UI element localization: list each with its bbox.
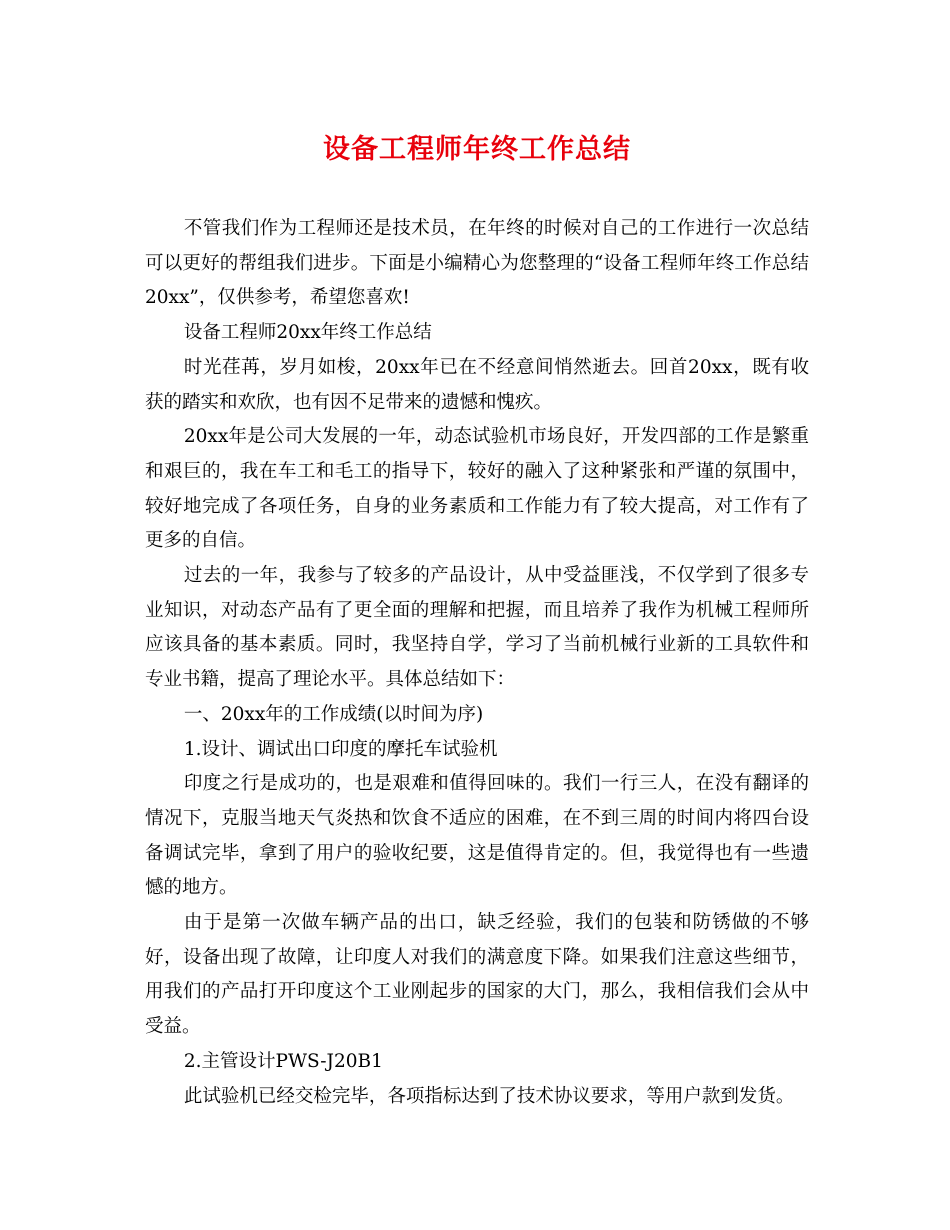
paragraph-pws-status: 此试验机已经交检完毕，各项指标达到了技术协议要求，等用户款到发货。 xyxy=(183,1085,795,1107)
paragraph-india-trip: 印度之行是成功的，也是艰难和值得回味的。我们一行三人，在没有翻译的情况下，克服当地天气炎热和饮食不适应的困难，在不到三周的时间内将四台设备调试完毕，拿到了用户的验收纪要，这是值得肯定的。但，我觉得也有一些遗憾的地方。 xyxy=(145,773,809,899)
section-heading-achievements: 一、20xx年的工作成绩(以时间为序) xyxy=(183,703,484,725)
paragraph-intro: 不管我们作为工程师还是技术员，在年终的时候对自己的工作进行一次总结可以更好的帮组我们进步。下面是小编精心为您整理的“设备工程师年终工作总结20xx”，仅供参考，希望您喜欢! xyxy=(145,218,809,309)
paragraph-company-development: 20xx年是公司大发展的一年，动态试验机市场良好，开发四部的工作是繁重和艰巨的，我在车工和毛工的指导下，较好的融入了这种紧张和严谨的氛围中，较好地完成了各项任务，自身的业务素质和工作能力有了较大提高，对工作有了更多的自信。 xyxy=(145,426,809,552)
paragraph-subtitle: 设备工程师20xx年终工作总结 xyxy=(183,322,432,344)
document-page xyxy=(145,128,809,1114)
paragraph-past-year: 过去的一年，我参与了较多的产品设计，从中受益匪浅，不仅学到了很多专业知识，对动态产品有了更全面的理解和把握，而且培养了我作为机械工程师所应该具备的基本素质。同时，我坚持自学，学习了当前机械行业新的工具软件和专业书籍，提高了理论水平。具体总结如下： xyxy=(145,565,809,691)
paragraph-time-passing: 时光荏苒，岁月如梭，20xx年已在不经意间悄然逝去。回首20xx，既有收获的踏实和欢欣，也有因不足带来的遗憾和愧疚。 xyxy=(145,356,809,413)
item-heading-pws-design: 2.主管设计PWS-J20B1 xyxy=(183,1050,383,1072)
item-heading-india-machine: 1.设计、调试出口印度的摩托车试验机 xyxy=(183,738,498,760)
document-title: 设备工程师年终工作总结 xyxy=(323,134,631,165)
paragraph-export-lessons: 由于是第一次做车辆产品的出口，缺乏经验，我们的包装和防锈做的不够好，设备出现了故障，让印度人对我们的满意度下降。如果我们注意这些细节，用我们的产品打开印度这个工业刚起步的国家的大门，那么，我相信我们会从中受益。 xyxy=(145,912,809,1038)
